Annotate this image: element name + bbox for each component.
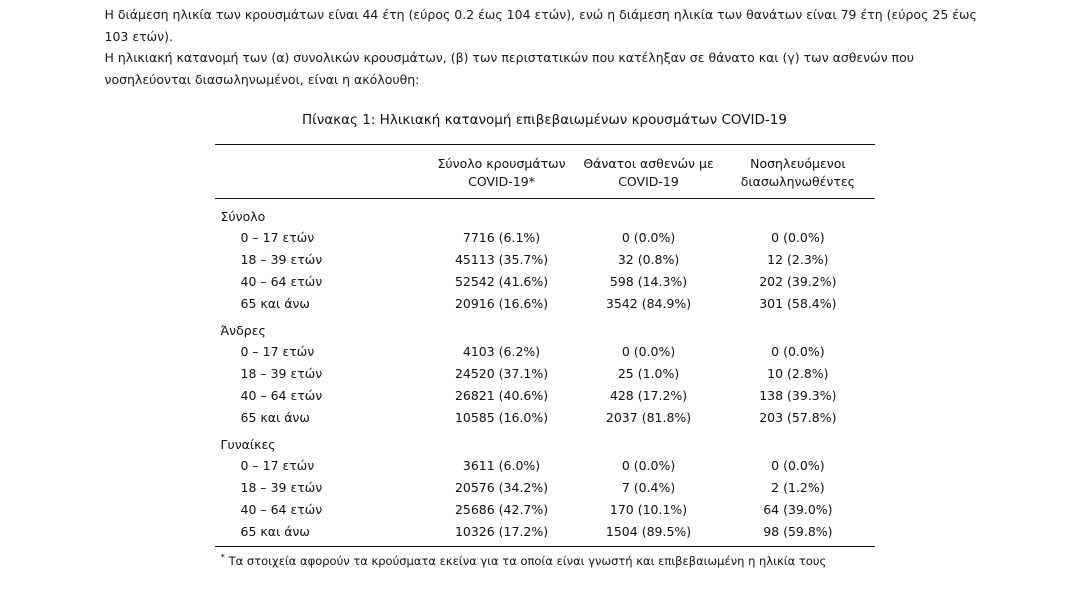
group-title: Άνδρες [220,323,266,339]
group-title: Σύνολο [220,209,266,225]
table-row [215,406,875,428]
row-deaths: 25 (1.0%) [617,365,680,381]
row-intubated: 64 (39.0%) [763,501,833,517]
row-cases: 26821 (40.6%) [454,387,549,403]
table-bottom-rule [215,547,875,549]
row-cases: 25686 (42.7%) [454,501,549,517]
table-row [215,476,875,498]
row-label: 40 – 64 ετών [240,387,323,403]
age-distribution-table [215,144,875,548]
row-cases: 3611 (6.0%) [462,457,541,473]
row-intubated: 10 (2.8%) [767,365,829,381]
header-cell-intubated [721,146,874,199]
row-label: 65 και άνω [240,295,310,311]
row-label: 18 – 39 ετών [240,251,323,267]
row-deaths: 0 (0.0%) [621,229,676,245]
row-intubated: 202 (39.2%) [759,273,837,289]
row-intubated: 138 (39.3%) [759,387,837,403]
row-deaths: 598 (14.3%) [609,273,688,289]
table-row [215,362,875,384]
row-intubated: 12 (2.3%) [767,251,829,267]
group-header-row [215,200,875,226]
table-row [215,270,875,292]
row-deaths: 32 (0.8%) [617,251,680,267]
row-label: 0 – 17 ετών [240,229,315,245]
intro-text [105,0,985,90]
row-cases: 20916 (16.6%) [454,295,549,311]
row-label: 65 και άνω [240,523,310,539]
header-cases-line1: Σύνολο κρουσμάτων [437,156,566,171]
header-cases-line2: COVID-19* [468,174,535,190]
row-cases: 24520 (37.1%) [454,365,549,381]
row-intubated: 301 (58.4%) [759,295,837,311]
group-header-row [215,428,875,454]
row-deaths: 2037 (81.8%) [605,409,692,425]
table-row [215,498,875,520]
table-row [215,292,875,314]
row-cases: 52542 (41.6%) [454,273,549,289]
group-header-row [215,314,875,340]
row-intubated: 98 (59.8%) [763,523,833,539]
row-cases: 4103 (6.2%) [462,343,541,359]
row-label: 40 – 64 ετών [240,501,323,517]
row-cases: 7716 (6.1%) [462,229,541,245]
row-deaths: 7 (0.4%) [621,479,676,495]
header-cell-cases [427,146,576,199]
row-deaths: 428 (17.2%) [609,387,688,403]
row-label: 0 – 17 ετών [240,343,315,359]
row-label: 40 – 64 ετών [240,273,323,289]
row-cases: 45113 (35.7%) [454,251,549,267]
row-deaths: 3542 (84.9%) [605,295,692,311]
table-row [215,248,875,270]
row-intubated: 0 (0.0%) [771,457,825,473]
row-label: 18 – 39 ετών [240,365,323,381]
row-deaths: 0 (0.0%) [621,457,676,473]
header-intubated-line2: διασωληνωθέντες [740,174,855,190]
table-header-row [215,146,875,199]
row-label: 0 – 17 ετών [240,457,315,473]
row-cases: 20576 (34.2%) [454,479,549,495]
table-caption: Πίνακας 1: Ηλικιακή κατανομή επιβεβαιωμένων κρουσμάτων COVID-19 [302,112,787,128]
table-row [215,340,875,362]
row-intubated: 2 (1.2%) [771,479,825,495]
footnote-marker: * [220,553,225,564]
row-cases: 10326 (17.2%) [454,523,549,539]
row-label: 65 και άνω [240,409,310,425]
group-title: Γυναίκες [220,437,276,453]
footnote-text: Τα στοιχεία αφορούν τα κρούσματα εκείνα για τα οποία είναι γνωστή και επιβεβαιωμένη η ηλικία τους [228,554,827,569]
header-intubated-line1: Νοσηλευόμενοι [750,156,846,171]
intro-paragraph-1: Η διάμεση ηλικία των κρουσμάτων είναι 44 έτη (εύρος 0.2 έως 104 ετών), ενώ η διάμεση ηλικία των θανάτων είναι 79 έτη (εύρος 25 έως 103 ετών). [104,7,977,44]
row-intubated: 0 (0.0%) [771,229,825,245]
row-label: 18 – 39 ετών [240,479,323,495]
row-deaths: 1504 (89.5%) [605,523,692,539]
row-intubated: 0 (0.0%) [771,343,825,359]
header-cell-blank [215,146,428,199]
table-row [215,384,875,406]
header-deaths-line2: COVID-19 [618,174,679,190]
row-deaths: 0 (0.0%) [621,343,676,359]
header-deaths-line1: Θάνατοι ασθενών με [583,156,714,171]
table-row [215,226,875,248]
row-intubated: 203 (57.8%) [759,409,837,425]
row-deaths: 170 (10.1%) [609,501,688,517]
table-row [215,454,875,476]
header-cell-deaths [576,146,721,199]
table-row [215,520,875,542]
table-footnote [215,553,875,568]
intro-paragraph-2: Η ηλικιακή κατανομή των (α) συνολικών κρουσμάτων, (β) των περιστατικών που κατέληξαν σε θάνατο και (γ) των ασθενών που νοσηλεύονται διασωληνωμένοι, είναι η ακόλουθη: [104,50,914,87]
row-cases: 10585 (16.0%) [454,409,549,425]
